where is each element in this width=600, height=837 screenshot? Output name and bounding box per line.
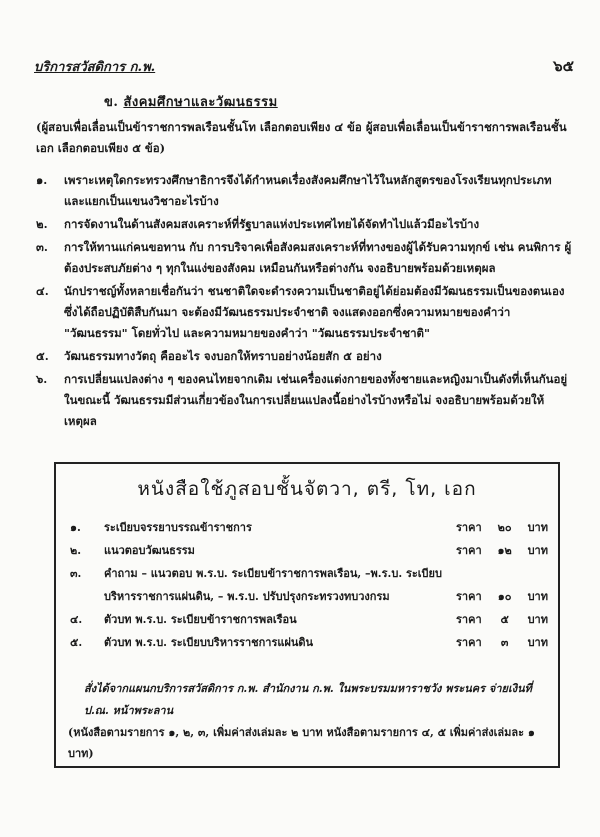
book-number: ๔. [70,613,83,626]
book-price [456,585,548,608]
book-number: ๓. [70,567,82,580]
book-advert-box [54,462,560,768]
price-currency: บาท [527,521,548,534]
question-number: ๑. [36,173,48,187]
question-text: วัฒนธรรมทางวัตถุ คืออะไร จงบอกให้ทราบอย่างน้อยสัก ๕ อย่าง [64,349,382,363]
question-item [36,214,576,235]
section-heading [104,91,278,112]
price-label: ราคา [456,590,482,603]
question-item [36,237,576,279]
question-text: การจัดงานในด้านสังคมสงเคราะห์ที่รัฐบาลแห่งประเทศไทยได้จัดทำไปแล้วมีอะไรบ้าง [64,217,480,231]
price-label: ราคา [456,521,482,534]
question-number: ๕. [36,349,49,363]
price-label: ราคา [456,613,482,626]
book-item [70,608,548,631]
price-value: ๒๐ [497,521,512,534]
book-title: แนวตอบวัฒนธรรม [104,544,195,557]
book-title-continued: บริหารราชการแผ่นดิน, – พ.ร.บ. ปรับปรุงกระทรวงทบวงกรม [104,590,390,603]
price-label: ราคา [456,544,482,557]
book-title: คำถาม – แนวตอบ พ.ร.บ. ระเบียบข้าราชการพลเรือน, –พ.ร.บ. ระเบียบ [104,567,442,580]
book-number: ๒. [70,544,82,557]
advert-title: หนังสือใช้ภูสอบชั้นจัตวา, ตรี, โท, เอก [137,478,477,500]
book-number: ๑. [70,521,81,534]
book-price [456,516,548,539]
book-number: ๕. [70,636,83,649]
question-number: ๒. [36,217,48,231]
book-price [456,539,548,562]
price-value: ๕ [500,613,509,626]
question-item [36,369,576,432]
book-item [70,516,548,539]
book-item [70,562,548,608]
order-note: สั่งได้จากแผนกบริการสวัสดิการ ก.พ. สำนักงาน ก.พ. ในพระบรมมหาราชวัง พระนคร จ่ายเงินที่ ป.ณ. หน้าพระลาน [84,682,532,717]
price-label: ราคา [456,636,482,649]
page-number: ๖๕ [553,57,574,75]
question-number: ๓. [36,240,48,254]
section-letter: ข. [104,95,119,110]
question-item [36,281,576,344]
question-text: การให้ทานแก่คนขอทาน กับ การบริจาคเพื่อสังคมสงเคราะห์ที่ทางของผู้ได้รับความทุกข์ เช่น คนพิการ ผู้ต้องประสบภัยต่าง ๆ ทุกในแง่ของสังคม เหมือนกันหรือต่างกัน จงอธิบายพร้อมด้วยเหตุผล [64,240,572,275]
section-title: สังคมศึกษาและวัฒนธรรม [123,95,278,110]
price-value: ๑๐ [497,590,512,603]
question-number: ๔. [36,284,49,298]
question-text: เพราะเหตุใดกระทรวงศึกษาธิการจึงได้กำหนดเรื่องสังคมศึกษาไว้ในหลักสูตรของโรงเรียนทุกประเภท และแยกเป็นแขนงวิชาอะไรบ้าง [64,173,552,208]
shipping-note: (หนังสือตามรายการ ๑, ๒, ๓, เพิ่มค่าส่งเล่มละ ๒ บาท หนังสือตามรายการ ๔, ๕ เพิ่มค่าส่งเล่มละ ๑ บาท) [68,726,535,760]
question-text: การเปลี่ยนแปลงต่าง ๆ ของคนไทยจากเดิม เช่นเครื่องแต่งกายของทั้งชายและหญิงมาเป็นดังที่เห็นกันอยู่ในขณะนี้ วัฒนธรรมมีส่วนเกี่ยวข้องในการเปลี่ยนแปลงนี้อย่างไรบ้างหรือไม่ จงอธิบายพร้อมด้วยให้เหตุผล [64,372,568,428]
question-text: นักปราชญ์ทั้งหลายเชื่อกันว่า ชนชาติใดจะดำรงความเป็นชาติอยู่ได้ย่อมต้องมีวัฒนธรรมเป็นของตนเองซึ่งได้ถือปฏิบัติสืบกันมา จะต้องมีวัฒนธรรมประจำชาติ จงแสดงออกซึ่งความหมายของคำว่า "วัฒนธรรม" โดยทั่วไป และความหมายของคำว่า "วัฒนธรรมประจำชาติ" [64,284,565,340]
book-title: ตัวบท พ.ร.บ. ระเบียบบริหารราชการแผ่นดิน [104,636,314,649]
question-item [36,346,576,367]
book-price [456,608,548,631]
price-currency: บาท [527,613,548,626]
book-title: ตัวบท พ.ร.บ. ระเบียบข้าราชการพลเรือน [104,613,297,626]
book-price [456,631,548,654]
price-currency: บาท [527,636,548,649]
running-header: บริการสวัสดิการ ก.พ. [34,60,156,75]
price-currency: บาท [527,544,548,557]
book-item [70,631,548,654]
price-currency: บาท [527,590,548,603]
question-item [36,170,576,212]
book-title: ระเบียบจรรยาบรรณข้าราชการ [104,521,252,534]
price-value: ๑๒ [497,544,512,557]
book-list [70,516,548,654]
question-list [36,170,576,434]
book-item [70,539,548,562]
price-value: ๓ [500,636,509,649]
instructions: (ผู้สอบเพื่อเลื่อนเป็นข้าราชการพลเรือนชั้นโท เลือกตอบเพียง ๔ ข้อ ผู้สอบเพื่อเลื่อนเป็นข้าราชการพลเรือนชั้นเอก เลือกตอบเพียง ๕ ข้อ) [36,120,567,155]
question-number: ๖. [36,372,48,386]
